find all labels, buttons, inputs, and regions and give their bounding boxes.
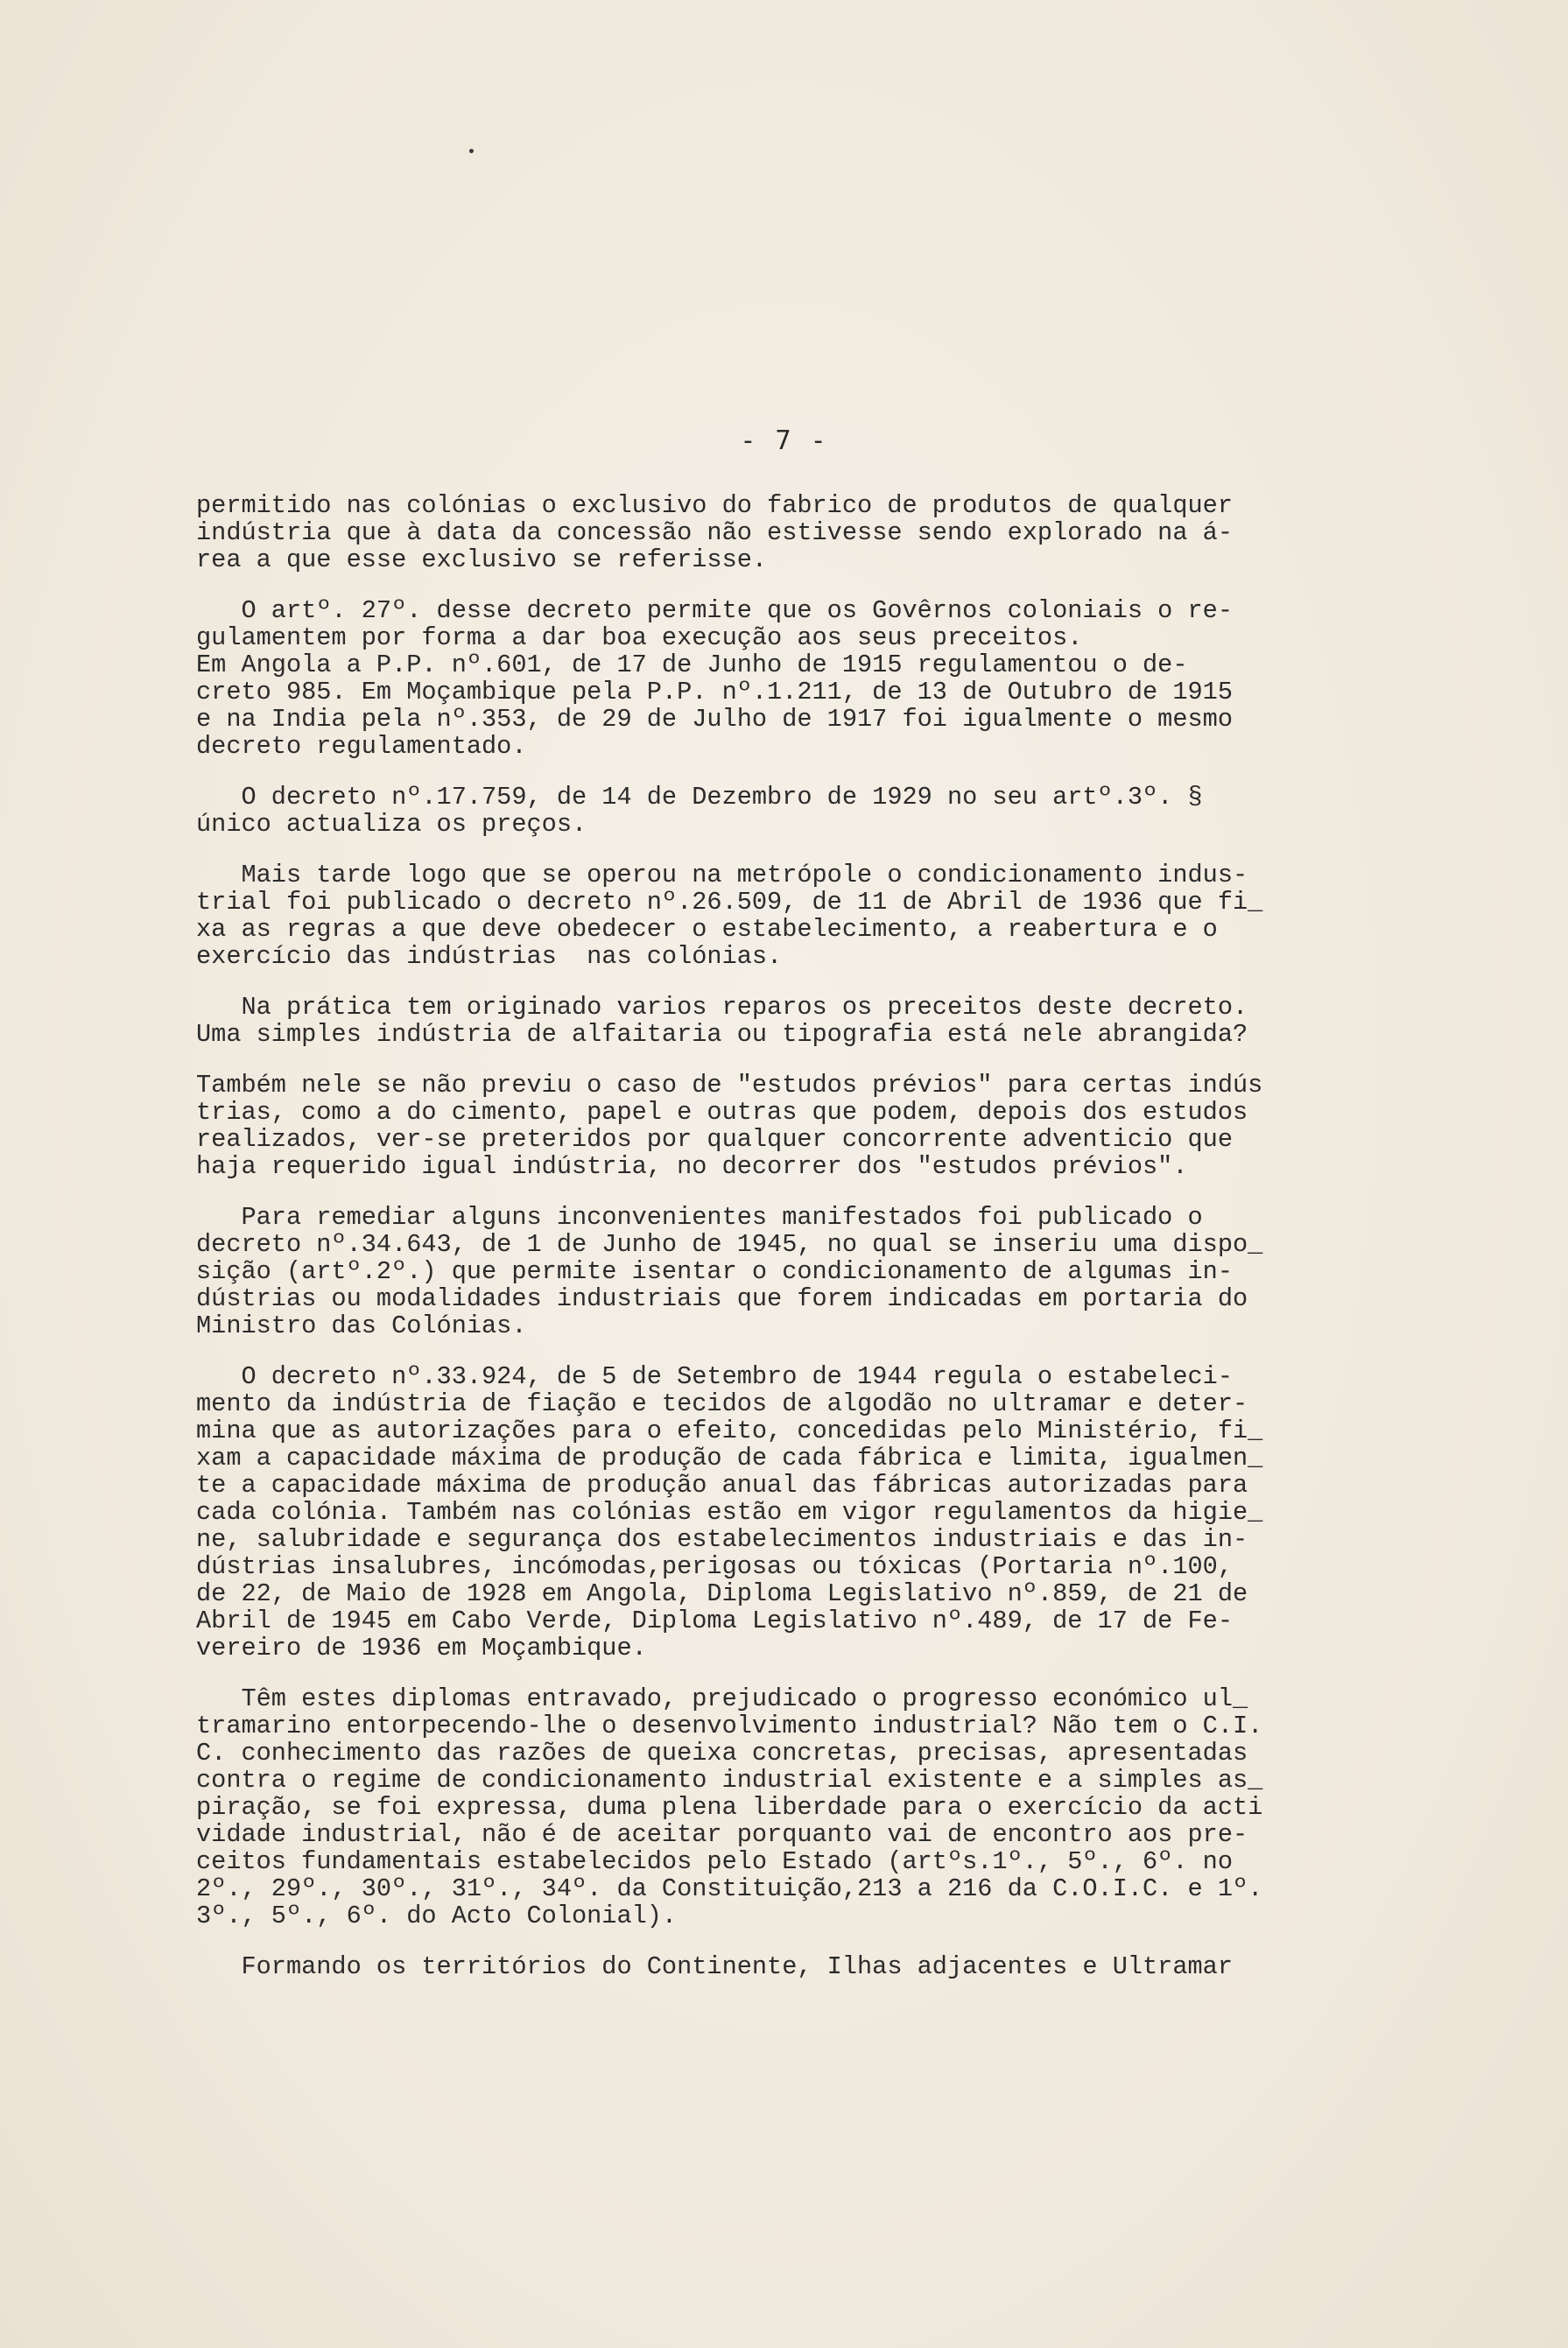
text-line: 2º., 29º., 30º., 31º., 34º. da Constituição,213 a 216 da C.O.I.C. e 1º. <box>196 1874 1263 1903</box>
text-line: vereiro de 1936 em Moçambique. <box>196 1634 647 1663</box>
text-line: contra o regime de condicionamento industrial existente e a simples as_ <box>196 1766 1263 1795</box>
text-line: haja requerido igual indústria, no decorrer dos "estudos prévios". <box>196 1152 1188 1181</box>
page-mark <box>469 149 474 153</box>
page-number: - 7 - <box>740 425 828 456</box>
text-line: Em Angola a P.P. nº.601, de 17 de Junho de 1915 regulamentou o de- <box>196 650 1188 679</box>
text-line: Mais tarde logo que se operou na metrópole o condicionamento indus- <box>196 861 1248 889</box>
text-line: mina que as autorizações para o efeito, concedidas pelo Ministério, fi_ <box>196 1417 1263 1445</box>
text-line: decreto regulamentado. <box>196 732 527 761</box>
text-line: xam a capacidade máxima de produção de cada fábrica e limita, igualmen_ <box>196 1444 1263 1473</box>
text-line: rea a que esse exclusivo se referisse. <box>196 545 768 574</box>
text-line: sição (artº.2º.) que permite isentar o condicionamento de algumas in- <box>196 1257 1233 1286</box>
text-line: de 22, de Maio de 1928 em Angola, Diploma Legislativo nº.859, de 21 de <box>196 1579 1248 1608</box>
text-line: mento da indústria de fiação e tecidos de algodão no ultramar e deter- <box>196 1389 1248 1418</box>
text-line: permitido nas colónias o exclusivo do fabrico de produtos de qualquer <box>196 491 1233 520</box>
paragraph <box>196 1072 1422 1180</box>
text-line: Para remediar alguns inconvenientes manifestados foi publicado o <box>196 1203 1203 1232</box>
paragraph <box>196 784 1422 838</box>
text-line: Formando os territórios do Continente, Ilhas adjacentes e Ultramar <box>196 1952 1233 1981</box>
paragraph <box>196 492 1422 573</box>
text-line: creto 985. Em Moçambique pela P.P. nº.1.211, de 13 de Outubro de 1915 <box>196 678 1233 707</box>
paragraph <box>196 861 1422 970</box>
text-line: O decreto nº.17.759, de 14 de Dezembro de 1929 no seu artº.3º. § <box>196 783 1203 812</box>
text-line: cada colónia. Também nas colónias estão em vigor regulamentos da higie_ <box>196 1498 1263 1527</box>
text-line: gulamentem por forma a dar boa execução aos seus preceitos. <box>196 623 1083 652</box>
text-line: indústria que à data da concessão não estivesse sendo explorado na á- <box>196 518 1233 547</box>
text-line: ne, salubridade e segurança dos estabelecimentos industriais e das in- <box>196 1525 1248 1554</box>
text-line: trias, como a do cimento, papel e outras que podem, depois dos estudos <box>196 1098 1248 1127</box>
text-line: realizados, ver-se preteridos por qualquer concorrente adventicio que <box>196 1125 1233 1154</box>
text-line: O decreto nº.33.924, de 5 de Setembro de 1944 regula o estabeleci- <box>196 1362 1233 1391</box>
text-line: decreto nº.34.643, de 1 de Junho de 1945, no qual se inseriu uma dispo_ <box>196 1230 1263 1259</box>
text-line: dústrias ou modalidades industriais que forem indicadas em portaria do <box>196 1284 1248 1313</box>
text-line: vidade industrial, não é de aceitar porquanto vai de encontro aos pre- <box>196 1820 1248 1849</box>
text-line: Ministro das Colónias. <box>196 1311 527 1340</box>
text-line: xa as regras a que deve obedecer o estabelecimento, a reabertura e o <box>196 915 1218 944</box>
paragraph <box>196 994 1422 1048</box>
text-line: tramarino entorpecendo-lhe o desenvolvimento industrial? Não tem o C.I. <box>196 1712 1263 1740</box>
text-line: Abril de 1945 em Cabo Verde, Diploma Legislativo nº.489, de 17 de Fe- <box>196 1606 1233 1635</box>
paragraph <box>196 1204 1422 1339</box>
text-line: 3º., 5º., 6º. do Acto Colonial). <box>196 1902 678 1930</box>
text-line: te a capacidade máxima de produção anual das fábricas autorizadas para <box>196 1471 1248 1500</box>
text-line: dústrias insalubres, incómodas,perigosas ou tóxicas (Portaria nº.100, <box>196 1552 1233 1581</box>
text-line: Têm estes diplomas entravado, prejudicado o progresso económico ul_ <box>196 1684 1248 1713</box>
text-line: ceitos fundamentais estabelecidos pelo Estado (artºs.1º., 5º., 6º. no <box>196 1847 1233 1876</box>
text-line: Na prática tem originado varios reparos os preceitos deste decreto. <box>196 993 1248 1022</box>
paragraph <box>196 1363 1422 1662</box>
paragraph <box>196 597 1422 760</box>
text-line: Também nele se não previu o caso de "estudos prévios" para certas indús <box>196 1071 1263 1100</box>
text-line: O artº. 27º. desse decreto permite que os Govêrnos coloniais o re- <box>196 596 1233 625</box>
text-line: e na India pela nº.353, de 29 de Julho de 1917 foi igualmente o mesmo <box>196 705 1233 734</box>
text-line: piração, se foi expressa, duma plena liberdade para o exercício da acti <box>196 1793 1263 1822</box>
document-body <box>196 492 1422 2004</box>
paragraph <box>196 1685 1422 1930</box>
text-line: único actualiza os preços. <box>196 810 587 839</box>
text-line: trial foi publicado o decreto nº.26.509, de 11 de Abril de 1936 que fi_ <box>196 888 1263 917</box>
text-line: Uma simples indústria de alfaitaria ou tipografia está nele abrangida? <box>196 1020 1248 1049</box>
text-line: exercício das indústrias nas colónias. <box>196 942 783 971</box>
text-line: C. conhecimento das razões de queixa concretas, precisas, apresentadas <box>196 1739 1248 1768</box>
paragraph <box>196 1953 1422 1980</box>
